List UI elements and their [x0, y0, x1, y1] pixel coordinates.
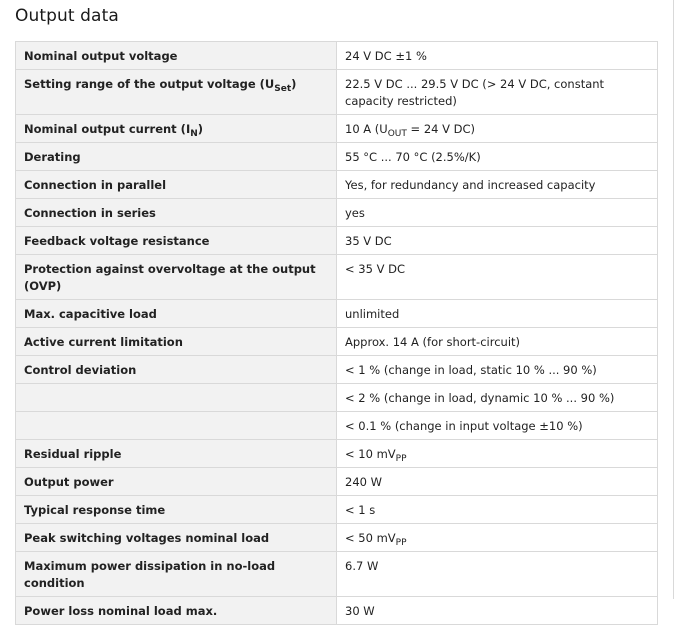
row-label: Nominal output voltage: [16, 42, 337, 70]
table-row: [16, 300, 658, 328]
table-row: [16, 356, 658, 384]
table-row: [16, 552, 658, 597]
row-value: unlimited: [337, 300, 658, 328]
row-value: < 35 V DC: [337, 255, 658, 300]
row-value: yes: [337, 199, 658, 227]
row-value: Approx. 14 A (for short-circuit): [337, 328, 658, 356]
table-row: [16, 227, 658, 255]
row-label: Nominal output current $(I_N)$: [16, 115, 337, 143]
table-row: [16, 199, 658, 227]
row-value: Yes, for redundancy and increased capacity: [337, 171, 658, 199]
row-label: Connection in parallel: [16, 171, 337, 199]
row-value: < 1 s: [337, 496, 658, 524]
table-row: [16, 440, 658, 468]
row-label: [16, 384, 337, 412]
row-label: Maximum power dissipation in no-load condition: [16, 552, 337, 597]
row-value: < 1 % (change in load, static 10 % ... 90 %): [337, 356, 658, 384]
row-label: [16, 412, 337, 440]
row-label: Output power: [16, 468, 337, 496]
row-label: Residual ripple: [16, 440, 337, 468]
row-label: Feedback voltage resistance: [16, 227, 337, 255]
table-row: [16, 70, 658, 115]
row-value: 35 V DC: [337, 227, 658, 255]
row-value: < 2 % (change in load, dynamic 10 % ... 90 %): [337, 384, 658, 412]
row-value: 30 W: [337, 597, 658, 625]
row-label: Derating: [16, 143, 337, 171]
row-label: Control deviation: [16, 356, 337, 384]
row-value: 55 °C ... 70 °C (2.5%/K): [337, 143, 658, 171]
table-row: [16, 171, 658, 199]
table-row: [16, 468, 658, 496]
table-row: [16, 524, 658, 552]
table-row: [16, 328, 658, 356]
row-label: Protection against overvoltage at the output (OVP): [16, 255, 337, 300]
table-row: [16, 597, 658, 625]
row-label: Max. capacitive load: [16, 300, 337, 328]
section-title: Output data: [15, 6, 119, 26]
row-label: Typical response time: [16, 496, 337, 524]
table-row: [16, 42, 658, 70]
row-label: Power loss nominal load max.: [16, 597, 337, 625]
row-value: 24 V DC ±1 %: [337, 42, 658, 70]
row-label: Active current limitation: [16, 328, 337, 356]
row-label: Peak switching voltages nominal load: [16, 524, 337, 552]
table-row: [16, 115, 658, 143]
row-value: < 10 $mV_{PP}$: [337, 440, 658, 468]
table-row: [16, 384, 658, 412]
table-row: [16, 496, 658, 524]
row-value: 6.7 W: [337, 552, 658, 597]
table-row: [16, 143, 658, 171]
row-value: 22.5 V DC ... 29.5 V DC (> 24 V DC, constant capacity restricted): [337, 70, 658, 115]
row-value: < 0.1 % (change in input voltage ±10 %): [337, 412, 658, 440]
row-value: < 50 $mV_{PP}$: [337, 524, 658, 552]
table-row: [16, 255, 658, 300]
row-value: 10 A ($U_{OUT} = 24$ V DC): [337, 115, 658, 143]
output-data-table: [15, 41, 658, 625]
row-value: 240 W: [337, 468, 658, 496]
table-row: [16, 412, 658, 440]
row-label: Setting range of the output voltage $(U_{Set})$: [16, 70, 337, 115]
row-label: Connection in series: [16, 199, 337, 227]
